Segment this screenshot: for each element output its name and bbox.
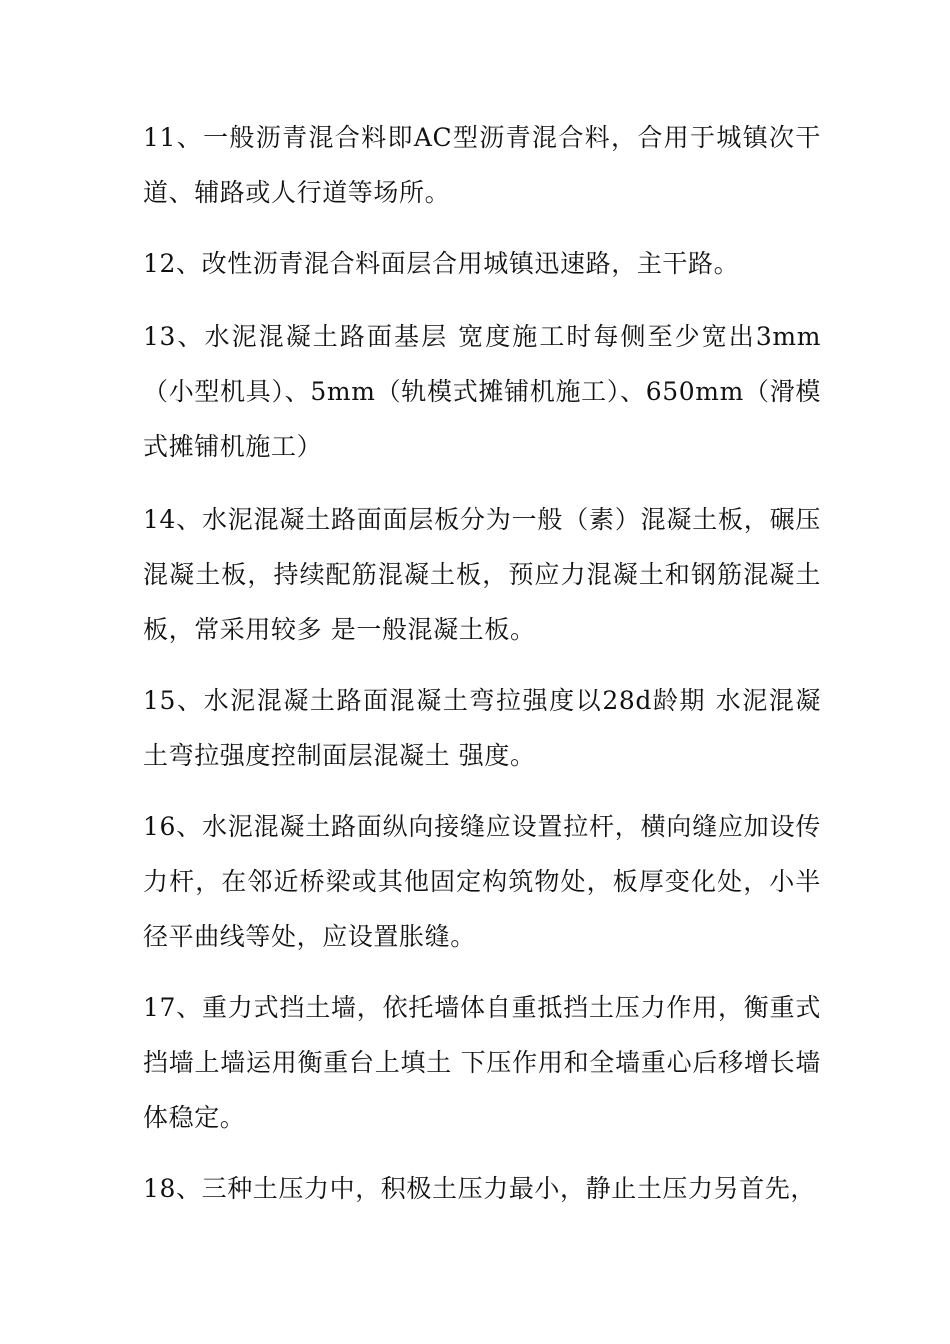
paragraph-18: 18、三种土压力中，积极土压力最小，静止土压力另首先， [143,1174,817,1203]
paragraph-16: 16、水泥混凝土路面纵向接缝应设置拉杆，横向缝应加设传力杆，在邻近桥梁或其他固定构筑物处，板厚变化处，小半径平曲线等处，应设置胀缝。 [143,812,821,951]
paragraph-13: 13、水泥混凝土路面基层 宽度施工时每侧至少宽出3mm（小型机具）、5mm（轨模式摊铺机施工）、650mm（滑模式摊铺机施工） [143,322,821,461]
document-page [143,110,821,1216]
paragraph-14: 14、水泥混凝土路面面层板分为一般（素）混凝土板，碾压混凝土板，持续配筋混凝土板，预应力混凝土和钢筋混凝土板，常采用较多 是一般混凝土板。 [143,505,821,644]
paragraph-15: 15、水泥混凝土路面混凝土弯拉强度以28d龄期 水泥混凝土弯拉强度控制面层混凝土 强度。 [143,686,821,770]
paragraph-11: 11、一般沥青混合料即AC型沥青混合料，合用于城镇次干道、辅路或人行道等场所。 [143,123,821,207]
paragraph-17: 17、重力式挡土墙，依托墙体自重抵挡土压力作用，衡重式挡墙上墙运用衡重台上填土 下压作用和全墙重心后移增长墙体稳定。 [143,993,821,1132]
paragraph-12: 12、改性沥青混合料面层合用城镇迅速路，主干路。 [143,249,740,278]
